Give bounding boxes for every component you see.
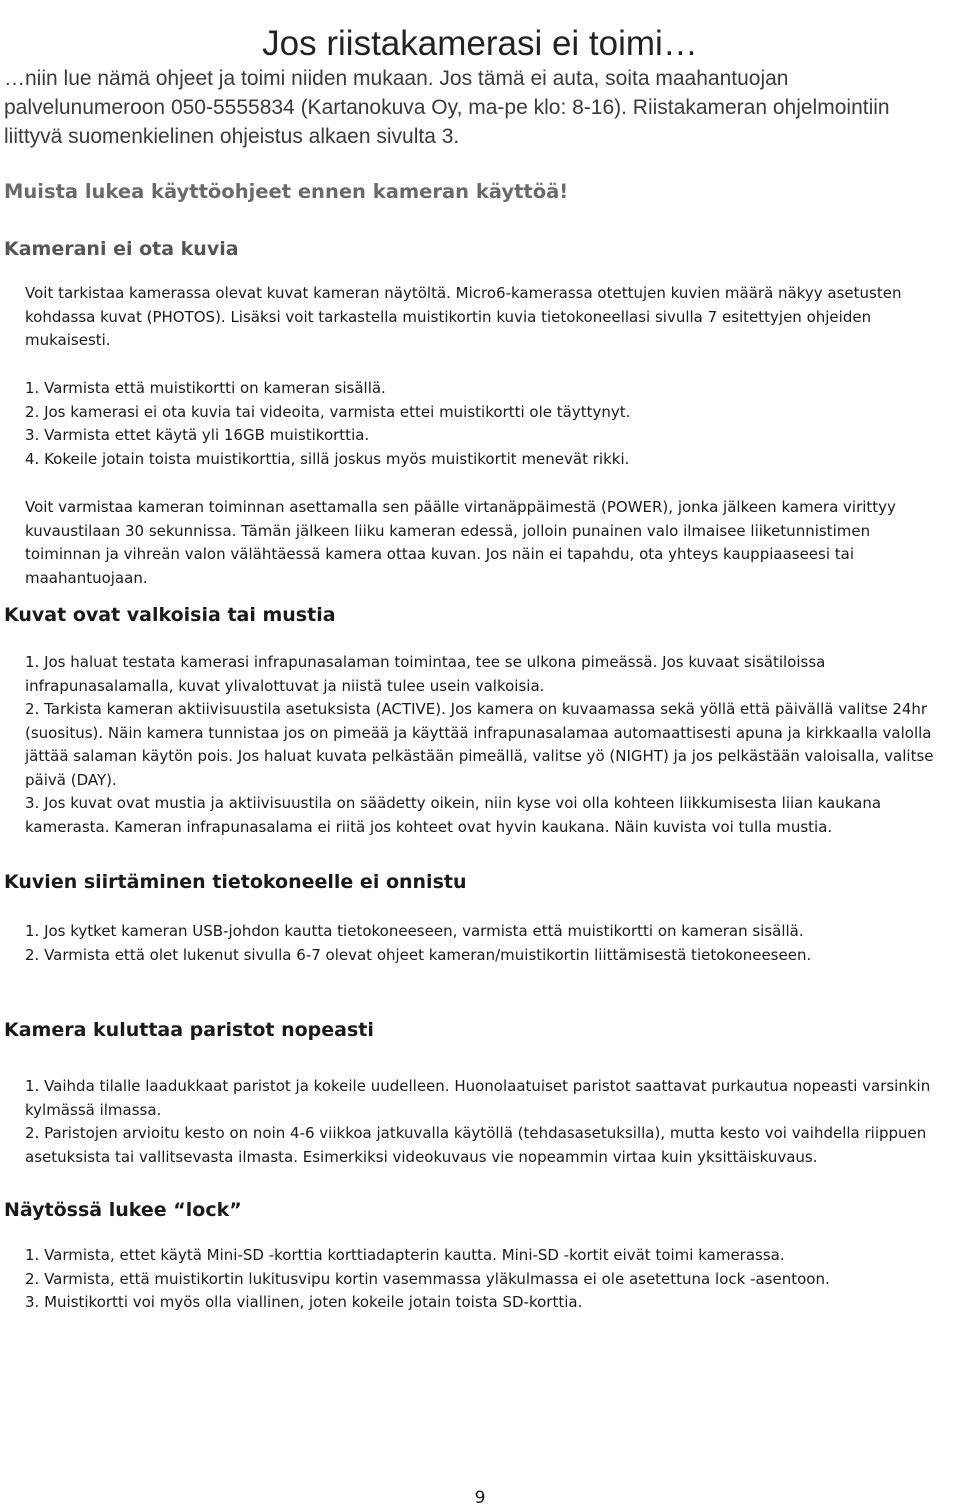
section-white-black-list: [25, 651, 950, 839]
page-number: 9: [474, 1488, 486, 1508]
section-heading-batteries: Kamera kuluttaa paristot nopeasti: [4, 1019, 374, 1041]
list-item: 1. Jos haluat testata kamerasi infrapunasalaman toimintaa, tee se ulkona pimeässä. Jos kuvaat sisätiloissa infrapunasalamalla, kuvat ylivalottuvat ja niistä tulee usein valkoisia.: [25, 653, 826, 695]
list-item: 2. Varmista, että muistikortin lukitusvipu kortin vasemmassa yläkulmassa ei ole asetettuna lock -asentoon.: [25, 1269, 830, 1288]
section-heading-lock: Näytössä lukee “lock”: [4, 1199, 242, 1221]
section-no-pictures-list: [25, 377, 950, 471]
section-heading-transfer: Kuvien siirtäminen tietokoneelle ei onnistu: [4, 871, 467, 893]
list-item: 1. Vaihda tilalle laadukkaat paristot ja kokeile uudelleen. Huonolaatuiset paristot saattavat purkautua nopeasti varsinkin kylmässä ilmassa.: [25, 1077, 931, 1119]
list-item: 1. Varmista, ettet käytä Mini-SD -korttia korttiadapterin kautta. Mini-SD -kortit eivät toimi kamerassa.: [25, 1246, 785, 1264]
section-lock-list: [25, 1244, 950, 1315]
section-heading-no-pictures: Kamerani ei ota kuvia: [4, 238, 239, 260]
list-item: 4. Kokeile jotain toista muistikorttia, sillä joskus myös muistikortit menevät rikki.: [25, 449, 630, 468]
list-item: 3. Muistikortti voi myös olla viallinen, joten kokeile jotain toista SD-korttia.: [25, 1293, 583, 1311]
list-item: 1. Jos kytket kameran USB-johdon kautta tietokoneeseen, varmista että muistikortti on kameran sisällä.: [25, 922, 804, 940]
reminder-heading: Muista lukea käyttöohjeet ennen kameran käyttöä!: [4, 180, 569, 203]
list-item: 2. Varmista että olet lukenut sivulla 6-7 olevat ohjeet kameran/muistikortin liittämisestä tietokoneeseen.: [25, 945, 812, 964]
list-item: 2. Tarkista kameran aktiivisuustila asetuksista (ACTIVE). Jos kamera on kuvaamassa sekä yöllä että päivällä valitse 24hr (suositus). Näin kamera tunnistaa jos on pimeää ja käyttää infrapunasalamaa automaattisesti apuna ja kirkkaalla valolla jättää salaman käytön pois. Jos haluat kuvata pelkästään pimeällä, valitse yö (NIGHT) ja jos pelkästään valoisalla, valitse päivä (DAY).: [25, 700, 934, 789]
list-item: 2. Jos kamerasi ei ota kuvia tai videoita, varmista ettei muistikortti ole täyttynyt.: [25, 402, 631, 421]
section-batteries-list: [25, 1075, 950, 1169]
list-item: 3. Varmista ettet käytä yli 16GB muistikorttia.: [25, 426, 370, 444]
list-item: 3. Jos kuvat ovat mustia ja aktiivisuustila on säädetty oikein, niin kyse voi olla kohteen liikkumisesta liian kaukana kamerasta. Kameran infrapunasalama ei riitä jos kohteet ovat hyvin kaukana. Näin kuvista voi tulla mustia.: [25, 794, 882, 836]
intro-paragraph: …niin lue nämä ohjeet ja toimi niiden mukaan. Jos tämä ei auta, soita maahantuojan palvelunumeroon 050-5555834 (Kartanokuva Oy, ma-pe klo: 8-16). Riistakameran ohjelmointiin liittyvä suomenkielinen ohjeistus alkaen sivulta 3.: [4, 67, 890, 148]
page-title: Jos riistakamerasi ei toimi…: [262, 24, 698, 64]
list-item: 2. Paristojen arvioitu kesto on noin 4-6 viikkoa jatkuvalla käytöllä (tehdasasetuksilla), mutta kesto voi vaihdella riippuen asetuksista tai vallitsevasta ilmasta. Esimerkiksi videokuvaus vie nopeammin virtaa kuin yksittäiskuvaus.: [25, 1124, 927, 1166]
section-heading-white-black: Kuvat ovat valkoisia tai mustia: [4, 604, 336, 626]
section-no-pictures-paragraph-1: Voit tarkistaa kamerassa olevat kuvat kameran näytöltä. Micro6-kamerassa otettujen kuvien määrä näkyy asetusten kohdassa kuvat (PHOTOS). Lisäksi voit tarkastella muistikortin kuvia tietokoneellasi sivulla 7 esitettyjen ohjeiden mukaisesti.: [25, 284, 902, 349]
section-transfer-list: [25, 920, 950, 967]
section-no-pictures-paragraph-2: Voit varmistaa kameran toiminnan asettamalla sen päälle virtanäppäimestä (POWER), jonka jälkeen kamera virittyy kuvaustilaan 30 sekunnissa. Tämän jälkeen liiku kameran edessä, jolloin punainen valo ilmaisee liiketunnistimen toiminnan ja vihreän valon välähtäessä kamera ottaa kuvan. Jos näin ei tapahdu, ota yhteys kauppiaaseesi tai maahantuojaan.: [25, 498, 896, 587]
list-item: 1. Varmista että muistikortti on kameran sisällä.: [25, 379, 386, 397]
